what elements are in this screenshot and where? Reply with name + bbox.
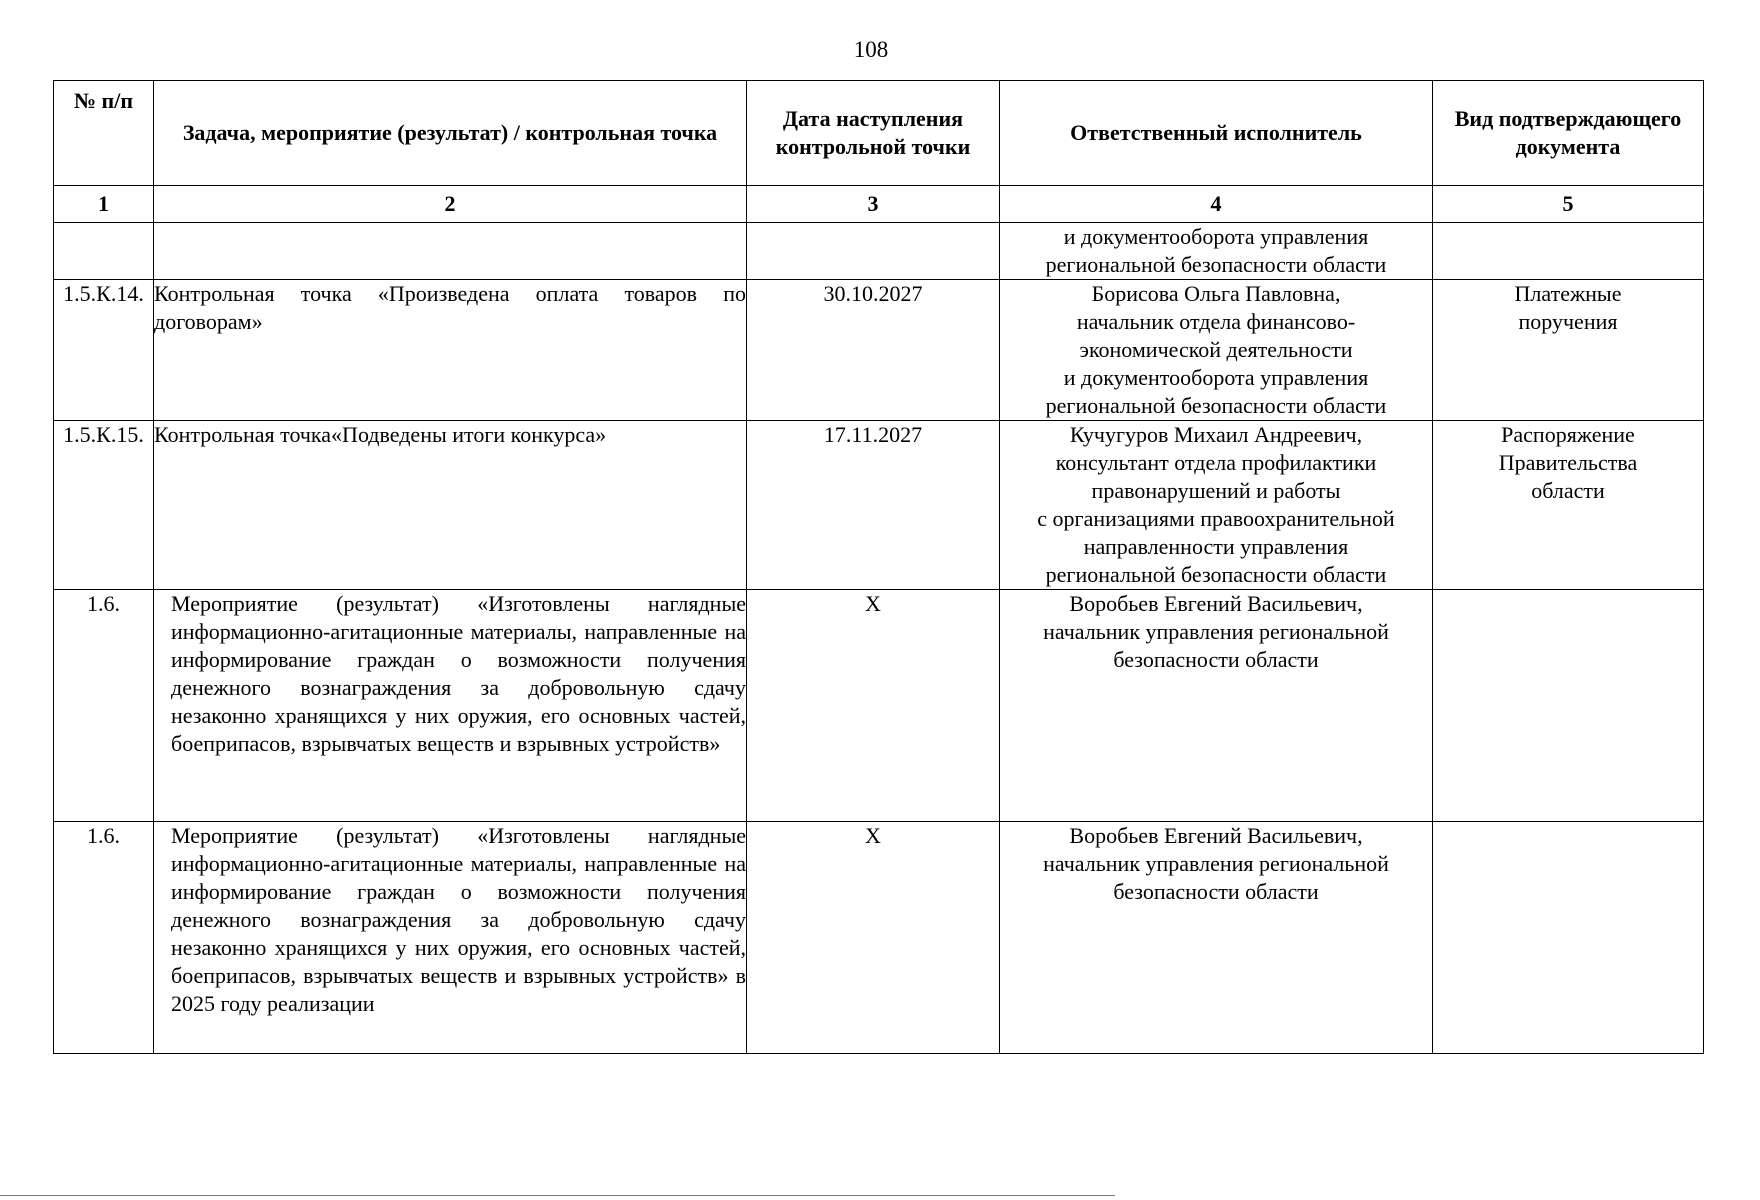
column-number: 3	[747, 186, 1000, 223]
page-bottom-rule	[0, 1195, 1115, 1196]
row-document	[1433, 590, 1704, 822]
column-number: 2	[154, 186, 747, 223]
responsible-line: экономической деятельности	[1079, 337, 1353, 362]
responsible-line: и документооборота управления	[1063, 365, 1369, 390]
row-task: Контрольная точка«Подведены итоги конкурса»	[154, 421, 747, 590]
responsible-line: региональной безопасности области	[1045, 252, 1387, 277]
row-document	[1433, 421, 1704, 590]
responsible-line: направленности управления	[1083, 534, 1349, 559]
responsible-line: региональной безопасности области	[1045, 393, 1387, 418]
responsible-line: Воробьев Евгений Васильевич,	[1069, 591, 1363, 616]
table-row	[54, 223, 1704, 280]
row-date: Х	[747, 590, 1000, 822]
responsible-line: правонарушений и работы	[1091, 478, 1341, 503]
row-number: 1.6.	[54, 822, 154, 1054]
row-number	[54, 223, 154, 280]
table-header-row	[54, 81, 1704, 186]
document-line: Распоряжение	[1501, 422, 1635, 447]
row-task: Мероприятие (результат) «Изготовлены наглядные информационно-агитационные материалы, направленные на информирование граждан о возможности получения денежного вознаграждения за добровольную сдачу незаконно хранящихся у них оружия, его основных частей, боеприпасов, взрывчатых веществ и взрывных устройств»	[154, 590, 747, 822]
row-date: Х	[747, 822, 1000, 1054]
document-line: Правительства	[1498, 450, 1638, 475]
responsible-line: Кучугуров Михаил Андреевич,	[1069, 422, 1363, 447]
row-responsible	[1000, 223, 1433, 280]
header-date: Дата наступления контрольной точки	[747, 81, 1000, 186]
document-line: области	[1531, 478, 1605, 503]
row-responsible	[1000, 590, 1433, 822]
header-document: Вид подтверждающего документа	[1433, 81, 1704, 186]
row-task: Мероприятие (результат) «Изготовлены наглядные информационно-агитационные материалы, направленные на информирование граждан о возможности получения денежного вознаграждения за добровольную сдачу незаконно хранящихся у них оружия, его основных частей, боеприпасов, взрывчатых веществ и взрывных устройств» в 2025 году реализации	[154, 822, 747, 1054]
row-date: 30.10.2027	[747, 280, 1000, 421]
row-responsible	[1000, 421, 1433, 590]
column-number: 5	[1433, 186, 1704, 223]
header-responsible: Ответственный исполнитель	[1000, 81, 1433, 186]
responsible-line: безопасности области	[1113, 647, 1319, 672]
responsible-line: начальник отдела финансово-	[1076, 309, 1356, 334]
row-responsible	[1000, 280, 1433, 421]
row-number: 1.6.	[54, 590, 154, 822]
responsible-line: с организациями правоохранительной	[1037, 506, 1395, 531]
column-number: 1	[54, 186, 154, 223]
row-document	[1433, 223, 1704, 280]
row-task	[154, 223, 747, 280]
row-date: 17.11.2027	[747, 421, 1000, 590]
table-row	[54, 590, 1704, 822]
table-row	[54, 280, 1704, 421]
header-task: Задача, мероприятие (результат) / контрольная точка	[154, 81, 747, 186]
table-row	[54, 822, 1704, 1054]
table-row	[54, 421, 1704, 590]
responsible-line: начальник управления региональной	[1043, 851, 1389, 876]
responsible-line: безопасности области	[1113, 879, 1319, 904]
row-responsible	[1000, 822, 1433, 1054]
row-document	[1433, 822, 1704, 1054]
responsible-line: региональной безопасности области	[1045, 562, 1387, 587]
responsible-line: Борисова Ольга Павловна,	[1091, 281, 1341, 306]
responsible-line: консультант отдела профилактики	[1055, 450, 1377, 475]
column-number-row	[54, 186, 1704, 223]
control-points-table	[53, 80, 1704, 1054]
row-date	[747, 223, 1000, 280]
document-line: Платежные	[1514, 281, 1622, 306]
row-number: 1.5.К.15.	[54, 421, 154, 590]
row-number: 1.5.К.14.	[54, 280, 154, 421]
header-number: № п/п	[54, 81, 154, 186]
page-number: 108	[853, 37, 889, 62]
column-number: 4	[1000, 186, 1433, 223]
responsible-line: начальник управления региональной	[1043, 619, 1389, 644]
document-line: поручения	[1518, 309, 1618, 334]
row-document	[1433, 280, 1704, 421]
responsible-line: Воробьев Евгений Васильевич,	[1069, 823, 1363, 848]
responsible-line: и документооборота управления	[1063, 224, 1369, 249]
row-task: Контрольная точка «Произведена оплата товаров по договорам»	[154, 280, 747, 421]
